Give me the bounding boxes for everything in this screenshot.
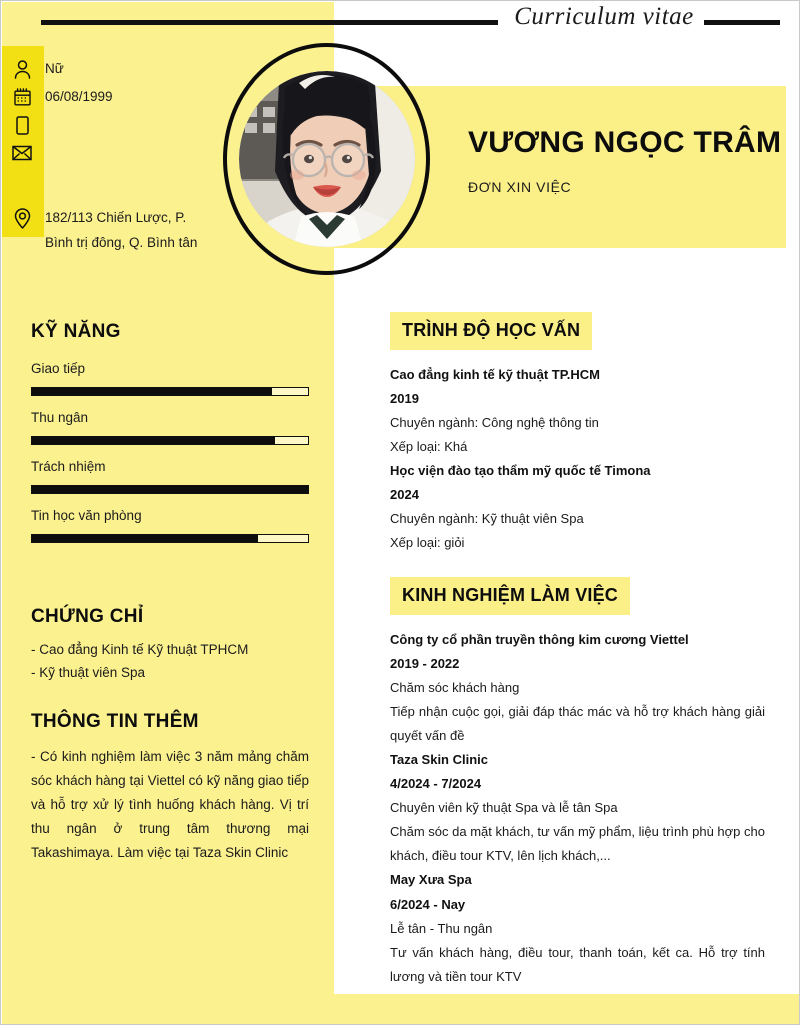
- contact-value-birthdate: 06/08/1999: [45, 89, 113, 105]
- skill-bar-track: [31, 485, 309, 494]
- education-school: Học viện đào tạo thẩm mỹ quốc tế Timona: [390, 463, 651, 479]
- experience-company: Taza Skin Clinic: [390, 752, 489, 768]
- experience-duties: Tiếp nhận cuộc gọi, giải đáp thác mác và hỗ trợ khách hàng giải quyết vấn đề: [390, 704, 765, 744]
- address-line-2: Bình trị đông, Q. Bình tân: [45, 235, 198, 250]
- phone-icon: [1, 116, 43, 135]
- skill-bar-track: [31, 436, 309, 445]
- cv-script-title: Curriculum vitae: [514, 3, 694, 30]
- skill-item: [31, 410, 309, 445]
- education-major: Chuyên ngành: Kỹ thuật viên Spa: [390, 511, 584, 527]
- skill-bar-fill: [32, 437, 275, 444]
- skill-label: Giao tiếp: [31, 361, 86, 376]
- experience-entries: [390, 628, 765, 989]
- experience-heading: KINH NGHIỆM LÀM VIỆC: [402, 585, 619, 605]
- portrait-illustration: [239, 71, 415, 247]
- education-section: [390, 312, 765, 555]
- profile-subtitle: ĐƠN XIN VIỆC: [468, 179, 572, 195]
- avatar: [239, 71, 415, 247]
- person-icon: [1, 60, 43, 79]
- education-school: Cao đẳng kinh tế kỹ thuật TP.HCM: [390, 367, 600, 382]
- page-title: VƯƠNG NGỌC TRÂM: [468, 126, 782, 159]
- skill-label: Tin học văn phòng: [31, 508, 142, 523]
- skill-bar-fill: [32, 486, 308, 493]
- skill-item: [31, 459, 309, 494]
- experience-role: Chuyên viên kỹ thuật Spa và lễ tân Spa: [390, 800, 618, 816]
- extra-info-text: - Có kinh nghiệm làm việc 3 năm mảng chăm sóc khách hàng tại Viettel có kỹ năng giao tiếp và hỗ trợ xử lý tình huống khách hàng. Vị trí thu ngân ở trung tâm thương mại Takashimaya. Làm việc tại Taza Skin Clinic: [31, 749, 309, 861]
- skills-heading: KỸ NĂNG: [31, 321, 121, 342]
- skill-bar-track: [31, 387, 309, 396]
- experience-heading-highlight: [390, 577, 630, 615]
- experience-role: Chăm sóc khách hàng: [390, 680, 520, 696]
- experience-company: Công ty cổ phần truyền thông kim cương Viettel: [390, 632, 689, 647]
- calendar-icon: [1, 88, 43, 106]
- header-rule-left: [41, 20, 498, 25]
- education-year: 2019: [390, 391, 419, 407]
- extra-info-section: [31, 711, 309, 865]
- skill-bar-track: [31, 534, 309, 543]
- skills-section: [31, 321, 309, 557]
- education-heading: TRÌNH ĐỘ HỌC VẤN: [402, 320, 581, 340]
- address-line-1: 182/113 Chiến Lược, P.: [45, 210, 187, 226]
- profile-photo-frame: [223, 43, 430, 275]
- skill-bar-fill: [32, 388, 272, 395]
- skill-label: Trách nhiệm: [31, 459, 106, 474]
- skill-bar-fill: [32, 535, 258, 542]
- certificate-item: - Kỹ thuật viên Spa: [31, 665, 146, 681]
- experience-duties: Tư vấn khách hàng, điều tour, thanh toán, kết ca. Hỗ trợ tính lương và tiền tour KTV: [390, 944, 765, 984]
- header-rule-right: [704, 20, 780, 25]
- education-heading-highlight: [390, 312, 592, 350]
- experience-period: 6/2024 - Nay: [390, 896, 466, 912]
- certificates-section: [31, 606, 309, 684]
- certificates-heading: CHỨNG CHỈ: [31, 606, 144, 627]
- experience-role: Lễ tân - Thu ngân: [390, 920, 493, 936]
- experience-company: May Xưa Spa: [390, 872, 472, 888]
- location-pin-icon: [1, 208, 43, 229]
- contact-value-gender: Nữ: [45, 61, 64, 77]
- skill-item: [31, 361, 309, 396]
- extra-info-heading: THÔNG TIN THÊM: [31, 711, 199, 732]
- skill-label: Thu ngân: [31, 410, 89, 425]
- education-year: 2024: [390, 487, 419, 503]
- experience-period: 2019 - 2022: [390, 656, 460, 672]
- experience-section: [390, 577, 765, 989]
- education-entries: [390, 363, 765, 555]
- experience-duties: Chăm sóc da mặt khách, tư vấn mỹ phẩm, liệu trình phù hợp cho khách, điều tour KTV, lên lịch khách,...: [390, 824, 765, 864]
- footer-band: [2, 994, 799, 1024]
- certificate-item: - Cao đẳng Kinh tế Kỹ thuật TPHCM: [31, 642, 249, 657]
- education-grade: Xếp loại: giỏi: [390, 535, 465, 551]
- education-major: Chuyên ngành: Công nghệ thông tin: [390, 415, 599, 431]
- envelope-icon: [1, 145, 43, 161]
- education-grade: Xếp loại: Khá: [390, 439, 468, 455]
- skill-item: [31, 508, 309, 543]
- experience-period: 4/2024 - 7/2024: [390, 776, 482, 792]
